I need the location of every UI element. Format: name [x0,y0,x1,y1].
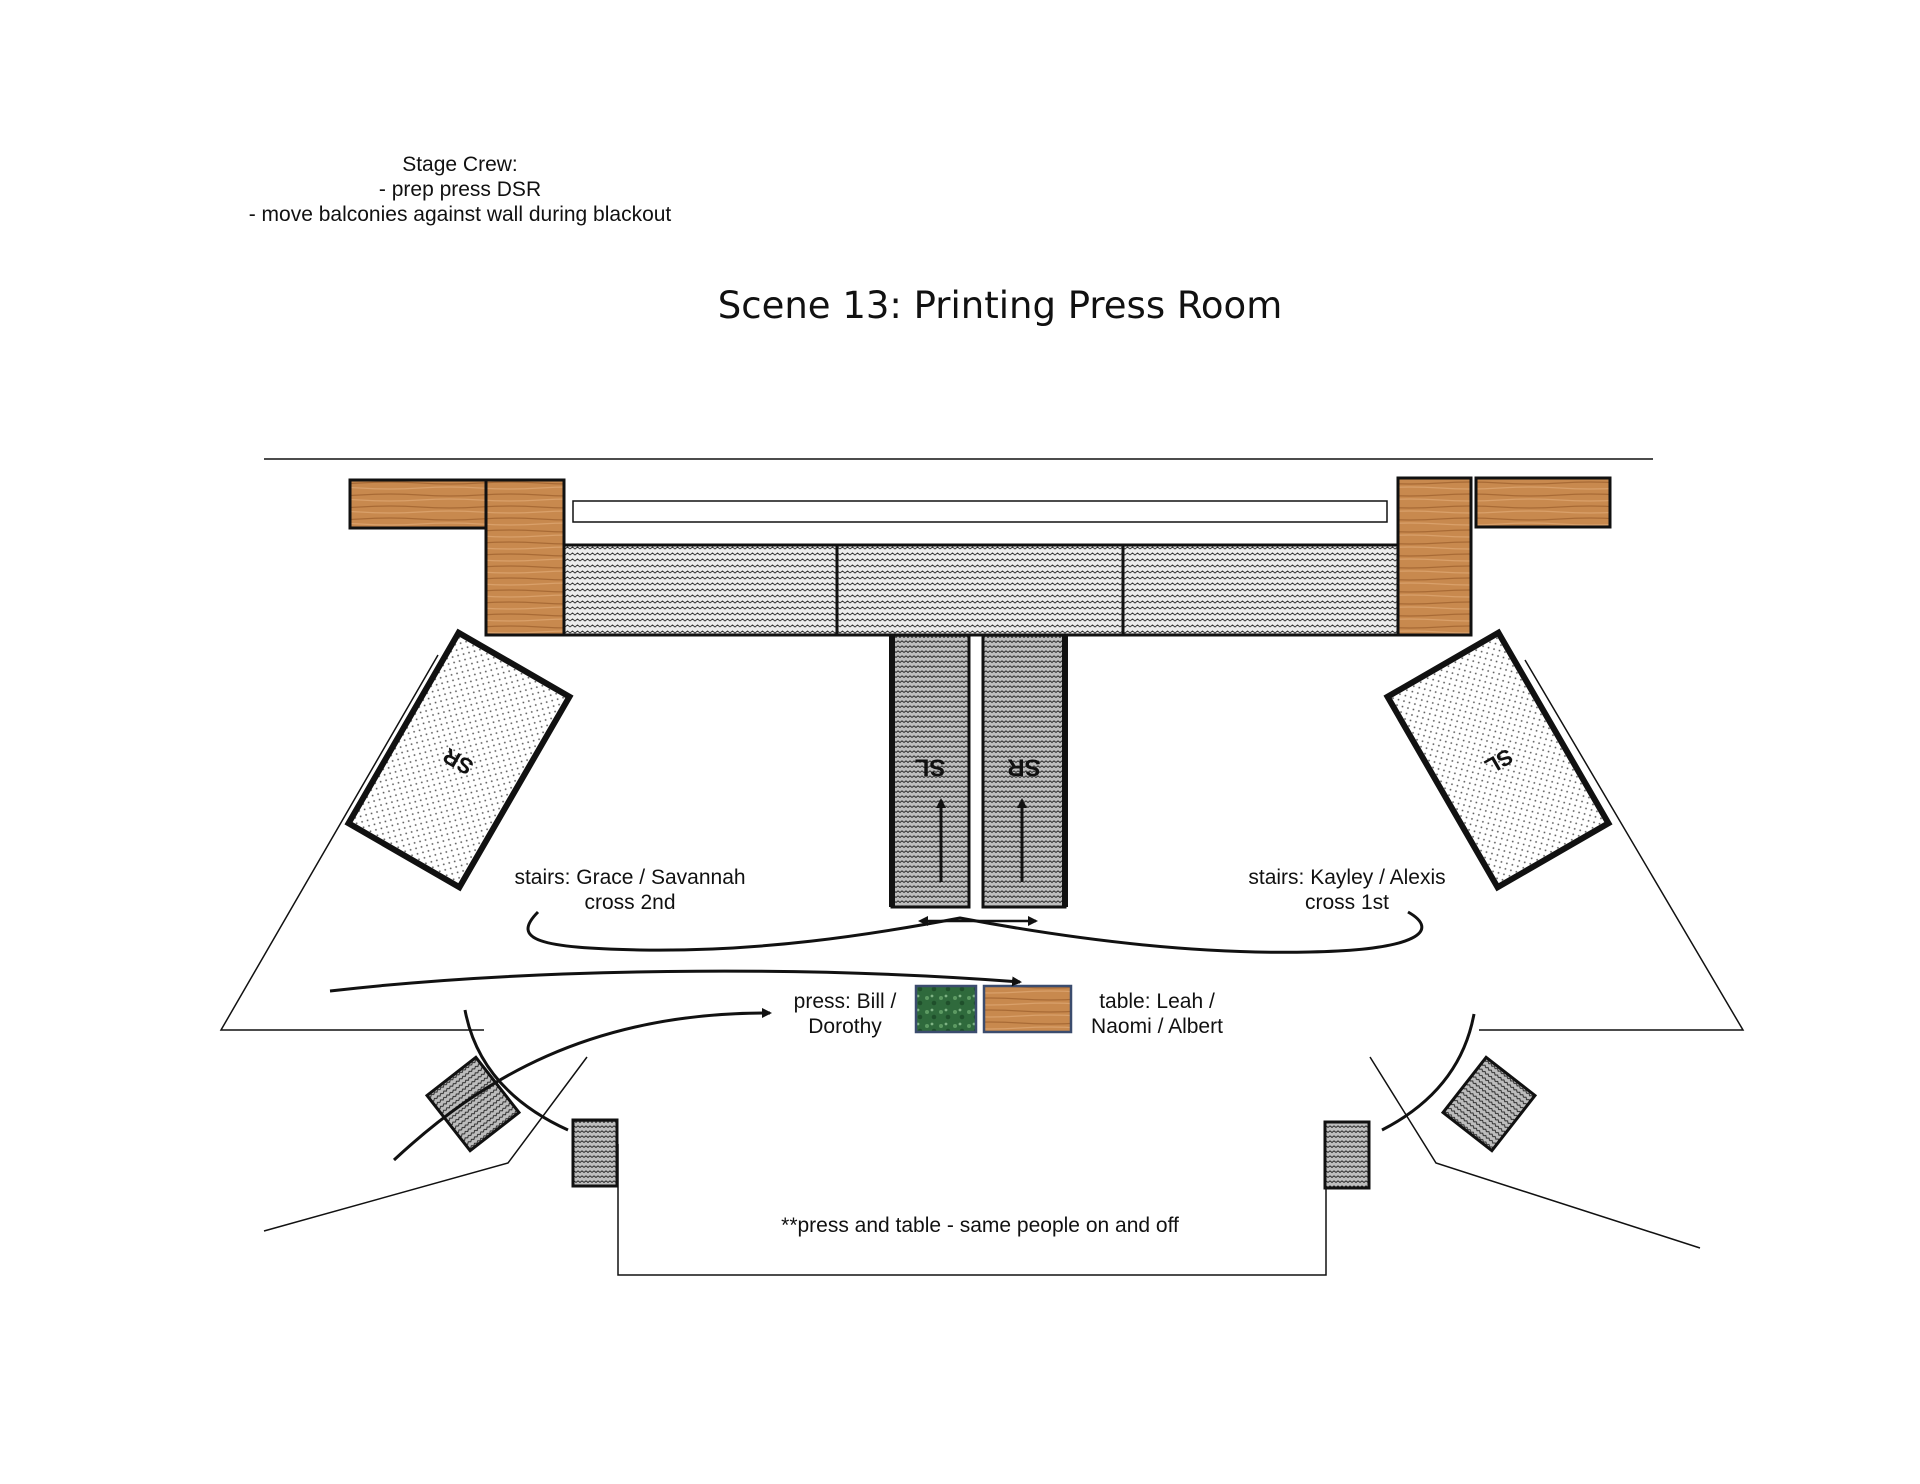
press-prop [916,986,976,1032]
stairs-left-label [500,865,760,915]
stairs-right-label [1222,865,1472,915]
wood-column-left [486,480,564,635]
balcony-stage-right-label: SR [438,742,478,780]
proscenium-pillar-right [1325,1122,1369,1188]
downstage-box-right [1443,1057,1535,1150]
stairs-right-line-1: stairs: Kayley / Alexis [1248,866,1446,889]
press-label [780,989,910,1039]
house-line-right [1370,1057,1700,1248]
table-label-line-2: Naomi / Albert [1091,1015,1223,1038]
press-label-line-1: press: Bill / [793,990,897,1013]
balcony-stage-left-label: SL [1480,743,1518,780]
stage-crew-notes [180,152,740,227]
stairs-left-line-2: cross 2nd [584,891,676,914]
wood-column-right [1398,478,1471,635]
downstage-box-left [427,1057,519,1150]
house-line-left [264,1057,587,1231]
upstage-platform-1 [564,545,837,635]
press-label-line-2: Dorothy [808,1015,882,1038]
table-label [1072,989,1242,1039]
press-table-note: **press and table - same people on and off [781,1214,1179,1237]
stairs-right-line-2: cross 1st [1304,891,1390,914]
wood-platform-far-right [1476,478,1610,527]
stairs-left-line-1: stairs: Grace / Savannah [514,866,746,889]
table-prop [984,986,1071,1032]
cross-path-stairs [528,912,1422,952]
table-label-line-1: table: Leah / [1099,990,1215,1013]
page-title: Scene 13: Printing Press Room [717,284,1283,327]
stage-crew-heading: Stage Crew: [402,153,518,176]
upstage-rail [573,501,1387,522]
apron-outline [618,1144,1326,1275]
upstage-platform-3 [1123,545,1398,635]
proscenium-pillar-left [573,1120,617,1186]
center-stair-left-label: SL [914,753,946,781]
wood-platform-far-left [350,480,486,528]
stage-crew-task-1: - prep press DSR [378,178,542,201]
upstage-platform-2 [837,545,1123,635]
stage-crew-task-2: - move balconies against wall during blackout [248,203,672,226]
center-stair-right-label: SR [1007,753,1041,781]
